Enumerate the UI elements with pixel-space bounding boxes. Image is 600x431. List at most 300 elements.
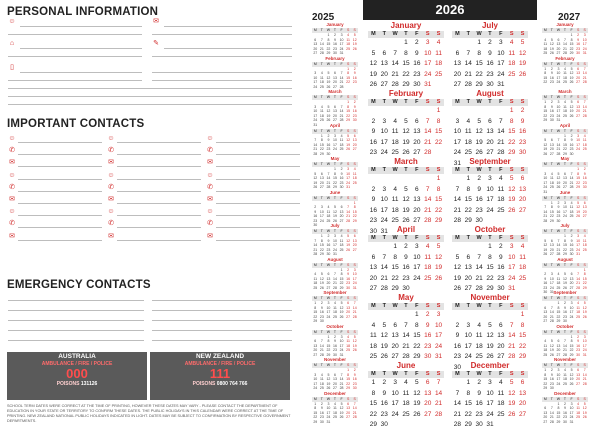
day-cell: 3 [382,185,387,193]
writing-line[interactable] [164,48,292,49]
month-title: December [324,390,346,396]
writing-line[interactable] [20,48,142,49]
weekday-label: F [570,95,573,99]
day-cell: 23 [518,138,527,146]
day-cell: 13 [339,209,344,214]
day-cell: 10 [424,49,432,57]
day-cell: 19 [326,80,331,85]
weekday-label: W [326,296,331,300]
day-cell: 10 [582,339,587,344]
day-cell: 19 [563,281,567,286]
day-cell: 4 [320,71,323,76]
writing-line[interactable] [216,227,300,228]
day-cell: 28 [434,410,443,418]
day-cell: 27 [313,352,318,357]
writing-line[interactable] [117,191,201,192]
day-cell: 26 [582,415,587,420]
weekday-label: F [340,363,343,367]
writing-line[interactable] [8,96,292,97]
day-grid [542,368,588,391]
writing-line[interactable] [152,340,292,341]
day-cell: 4 [371,321,376,329]
day-cell: 19 [326,381,331,386]
day-cell: 10 [576,138,581,143]
writing-line[interactable] [8,56,142,57]
day-cell: 17 [582,343,587,348]
day-grid [368,310,444,363]
day-cell: 5 [577,200,580,205]
day-grid [312,368,358,391]
day-cell: 18 [319,381,324,386]
weekday-label: S [425,371,430,377]
day-cell: 30 [576,51,581,56]
weekday-label: F [499,31,503,37]
day-cell: 8 [320,238,323,243]
day-cell: 18 [569,209,574,214]
day-cell: 27 [333,84,337,89]
day-cell: 22 [576,180,581,185]
day-cell: 25 [543,352,548,357]
day-cell: 15 [508,128,516,135]
weekday-label: M [455,371,460,377]
writing-line[interactable] [18,240,102,241]
day-cell: 23 [319,415,324,420]
day-cell: 29 [543,386,548,391]
weekday-label: S [509,99,514,105]
writing-line[interactable] [8,80,142,81]
writing-line[interactable] [18,154,102,155]
writing-line[interactable] [8,320,144,321]
writing-line[interactable] [20,72,142,73]
day-cell: 17 [576,243,581,248]
day-cell: 15 [576,176,581,181]
day-cell: 1 [564,133,566,138]
day-cell: 18 [391,138,399,146]
day-cell: 8 [557,305,560,310]
weekday-label: F [499,371,503,377]
day-cell: 15 [543,75,548,80]
day-cell: 24 [569,415,574,420]
day-cell: 6 [577,66,580,71]
day-cell: 30 [313,223,318,228]
day-cell: 26 [326,118,331,123]
day-cell: 31 [346,185,351,190]
weekday-label: W [556,363,561,367]
writing-line[interactable] [20,26,142,27]
day-cell: 20 [319,180,324,185]
day-cell: 28 [453,421,462,428]
weekday-label: W [326,162,331,166]
weekday-label: S [353,229,356,233]
weekday-label: T [563,128,567,133]
day-cell: 12 [453,264,462,271]
day-cell: 17 [313,113,318,118]
phone-icon: ✆ [9,147,15,155]
day-cell: 21 [582,377,587,382]
weekday-label: S [583,329,586,334]
writing-line[interactable] [152,320,292,321]
weekday-label: T [550,128,553,133]
day-cell: 25 [391,217,399,224]
email-icon: ✉ [207,196,213,203]
writing-line[interactable] [216,203,300,204]
person-icon: ☺ [8,135,16,142]
weekday-label: W [326,195,331,200]
day-cell: 19 [576,209,581,214]
day-cell: 16 [518,128,527,135]
day-cell: 22 [543,381,548,386]
day-cell: 31 [549,290,554,295]
day-cell: 18 [346,42,351,47]
day-cell: 10 [508,253,516,261]
day-cell: 27 [352,147,357,152]
day-cell: 19 [543,147,548,152]
month-title: April [329,122,341,128]
day-cell: 11 [333,406,337,411]
writing-line[interactable] [18,215,102,216]
day-cell: 9 [327,138,330,143]
day-cell: 4 [436,39,441,46]
day-cell: 31 [352,285,357,290]
weekday-label: S [576,28,580,32]
writing-line[interactable] [18,166,102,167]
writing-line[interactable] [8,310,144,311]
day-cell: 17 [556,377,561,382]
writing-line[interactable] [117,240,201,241]
day-cell: 28 [563,51,567,56]
day-cell: 30 [339,185,344,190]
day-cell: 31 [508,285,516,292]
writing-line[interactable] [216,191,300,192]
day-cell: 7 [477,253,481,261]
day-cell: 1 [564,234,566,238]
weekday-label: S [353,61,356,66]
day-cell: 5 [327,372,330,377]
day-cell: 9 [340,171,343,176]
weekday-label: W [556,195,561,200]
services-label: AMBULANCE / FIRE / POLICE [41,361,113,367]
day-cell: 10 [339,339,344,344]
writing-line[interactable] [117,227,201,228]
day-cell: 29 [313,319,318,324]
day-cell: 20 [313,348,318,353]
day-cell: 12 [486,332,494,339]
day-cell: 25 [569,214,574,219]
day-cell: 19 [549,46,554,51]
day-cell: 29 [569,51,574,56]
day-cell: 7 [436,379,441,386]
day-cell: 22 [582,281,587,286]
day-cell: 5 [404,117,408,125]
writing-line[interactable] [18,142,102,143]
day-cell: 10 [326,406,331,411]
weekday-label: T [488,303,492,309]
writing-line[interactable] [18,203,102,204]
day-cell: 5 [327,104,330,109]
writing-line[interactable] [216,154,300,155]
day-cell: 24 [319,218,324,223]
weekday-label: T [550,195,553,200]
day-cell: 10 [313,377,318,382]
weekday-label: S [583,128,586,133]
day-cell: 26 [556,185,561,190]
day-cell: 17 [486,400,494,407]
day-cell: 9 [550,71,553,76]
weekday-label: M [313,128,317,133]
day-cell: 24 [313,84,318,89]
day-cell: 26 [369,81,378,88]
day-cell: 5 [347,234,350,238]
writing-line[interactable] [117,154,201,155]
day-cell: 6 [499,321,503,329]
day-cell: 29 [319,252,324,257]
day-cell: 2 [564,301,566,305]
day-cell: 26 [569,80,574,85]
writing-line[interactable] [152,72,292,73]
day-cell: 27 [563,185,567,190]
day-cell: 17 [563,209,567,214]
day-cell: 2 [550,368,553,372]
day-cell: 29 [582,285,587,290]
day-cell: 22 [313,415,318,420]
writing-line[interactable] [8,340,144,341]
blank-cell [368,242,379,253]
writing-line[interactable] [152,34,292,35]
day-cell: 24 [434,342,443,350]
day-cell: 19 [369,70,378,78]
weekday-label: S [346,296,350,300]
day-cell: 7 [340,372,343,377]
writing-line[interactable] [152,300,292,301]
day-cell: 2 [340,167,343,171]
weekday-label: S [425,167,430,173]
day-cell: 19 [582,410,587,415]
day-cell: 6 [353,234,356,238]
writing-line[interactable] [117,215,201,216]
day-cell: 3 [488,175,492,182]
year-next: 2027 [558,12,581,23]
blank-cell [485,310,496,321]
day-cell: 5 [557,171,560,176]
month-calendar-march [542,89,588,123]
day-cell: 22 [434,206,443,214]
day-cell: 4 [320,104,323,109]
day-cell: 23 [352,113,357,118]
australia-emergency-box [7,352,147,400]
month-title: August [327,256,343,262]
weekday-label: M [543,162,547,166]
year-main: 2026 [363,0,537,20]
weekday-label: M [371,31,376,37]
day-cell: 30 [549,386,554,391]
weekday-label: T [404,303,408,309]
writing-line[interactable] [152,310,292,311]
day-cell: 29 [326,51,331,56]
day-cell: 17 [313,80,318,85]
writing-line[interactable] [8,34,142,35]
email-icon: ✉ [207,232,213,240]
weekday-label: S [509,235,514,241]
writing-line[interactable] [117,166,201,167]
day-cell: 27 [352,247,357,252]
writing-line[interactable] [164,26,292,27]
writing-line[interactable] [152,330,292,331]
day-cell: 4 [334,401,336,406]
writing-line[interactable] [117,142,201,143]
month-title: December [470,361,510,370]
day-cell: 23 [475,206,483,214]
day-cell: 25 [346,46,351,51]
month-title: November [553,357,576,362]
writing-line[interactable] [18,179,102,180]
day-cell: 28 [549,419,554,424]
day-cell: 11 [497,389,505,397]
weekday-label: S [425,303,430,309]
day-grid [452,242,528,295]
day-cell: 13 [380,60,388,67]
writing-line[interactable] [117,203,201,204]
weekday-label: S [576,329,580,334]
day-cell: 12 [569,71,574,76]
day-cell: 25 [508,70,516,78]
month-title: September [323,290,347,295]
day-cell: 30 [346,285,351,290]
weekday-label: M [313,262,317,267]
writing-line[interactable] [8,300,144,301]
day-cell: 23 [475,410,483,418]
day-cell: 30 [549,118,554,123]
writing-line[interactable] [8,330,144,331]
writing-line[interactable] [152,80,292,81]
blank-cell [368,310,379,321]
person-icon: ☺ [8,208,16,216]
day-cell: 4 [340,234,343,238]
day-cell: 6 [455,49,460,57]
day-cell: 30 [326,151,331,156]
day-cell: 7 [550,406,553,411]
weekday-label: M [455,303,460,309]
day-cell: 20 [486,138,494,146]
weekday-label: S [353,363,356,367]
writing-line[interactable] [18,191,102,192]
weekday-label: F [340,162,343,166]
day-cell: 20 [543,314,548,319]
weekday-label: F [570,296,573,300]
day-cell: 27 [556,51,561,56]
day-cell: 6 [347,301,350,305]
day-cell: 9 [371,128,376,135]
day-cell: 6 [320,171,323,176]
day-cell: 3 [334,234,336,238]
day-cell: 28 [424,217,432,224]
day-cell: 1 [327,33,330,37]
blank-cell [379,38,390,49]
day-cell: 22 [319,147,324,152]
day-cell: 10 [582,37,587,42]
emergency-number: 000 [66,366,88,381]
weekday-label: M [543,363,547,367]
blank-cell [495,310,506,321]
writing-line[interactable] [216,179,300,180]
day-cell: 30 [380,421,388,428]
day-cell: 2 [314,205,317,210]
day-cell: 3 [314,372,317,377]
day-cell: 8 [436,185,441,193]
day-cell: 27 [319,185,324,190]
writing-line[interactable] [152,56,292,57]
day-cell: 7 [583,66,586,71]
day-cell: 27 [346,415,351,420]
day-cell: 27 [333,386,337,391]
writing-line[interactable] [18,227,102,228]
day-cell: 27 [576,381,581,386]
day-cell: 27 [453,81,462,88]
day-cell: 7 [382,253,387,261]
day-cell: 1 [557,301,560,305]
day-cell: 27 [486,149,494,156]
day-cell: 12 [326,377,331,382]
day-cell: 21 [434,400,443,407]
day-cell: 30 [369,227,378,235]
day-cell: 28 [556,252,561,257]
month-title: January [390,21,422,30]
writing-line[interactable] [216,166,300,167]
day-cell: 11 [333,305,337,310]
day-cell: 4 [544,339,547,344]
blank-cell [390,174,401,185]
writing-line[interactable] [8,104,292,105]
day-cell: 22 [556,314,561,319]
day-cell: 19 [352,343,357,348]
day-cell: 15 [569,42,574,47]
day-cell: 4 [393,185,397,193]
day-cell: 5 [544,138,547,143]
country-label: NEW ZEALAND [195,353,245,360]
weekday-label: S [353,262,356,267]
day-cell: 24 [549,285,554,290]
day-cell: 7 [466,49,471,57]
day-cell: 2 [477,175,481,182]
day-cell: 16 [339,176,344,181]
writing-line[interactable] [216,215,300,216]
day-cell: 17 [326,310,331,315]
day-cell: 28 [352,314,357,319]
writing-line[interactable] [216,142,300,143]
day-cell: 8 [404,49,408,57]
day-cell: 7 [340,104,343,109]
writing-line[interactable] [216,240,300,241]
day-cell: 16 [326,142,331,147]
day-cell: 17 [453,138,462,146]
day-cell: 5 [570,368,573,372]
weekday-label: F [415,167,419,173]
day-cell: 10 [313,75,318,80]
day-cell: 5 [564,272,566,277]
weekday-label: S [583,162,586,166]
writing-line[interactable] [8,88,292,89]
day-cell: 13 [486,128,494,135]
weekday-label: T [404,31,408,37]
month-calendar-january [368,20,444,91]
day-cell: 21 [549,415,554,420]
writing-line[interactable] [117,179,201,180]
day-cell: 15 [313,310,318,315]
weekday-label: F [570,61,573,66]
day-cell: 24 [576,147,581,152]
day-cell: 21 [380,274,388,282]
weekday-label: S [425,31,430,37]
weekday-label: T [563,229,567,233]
